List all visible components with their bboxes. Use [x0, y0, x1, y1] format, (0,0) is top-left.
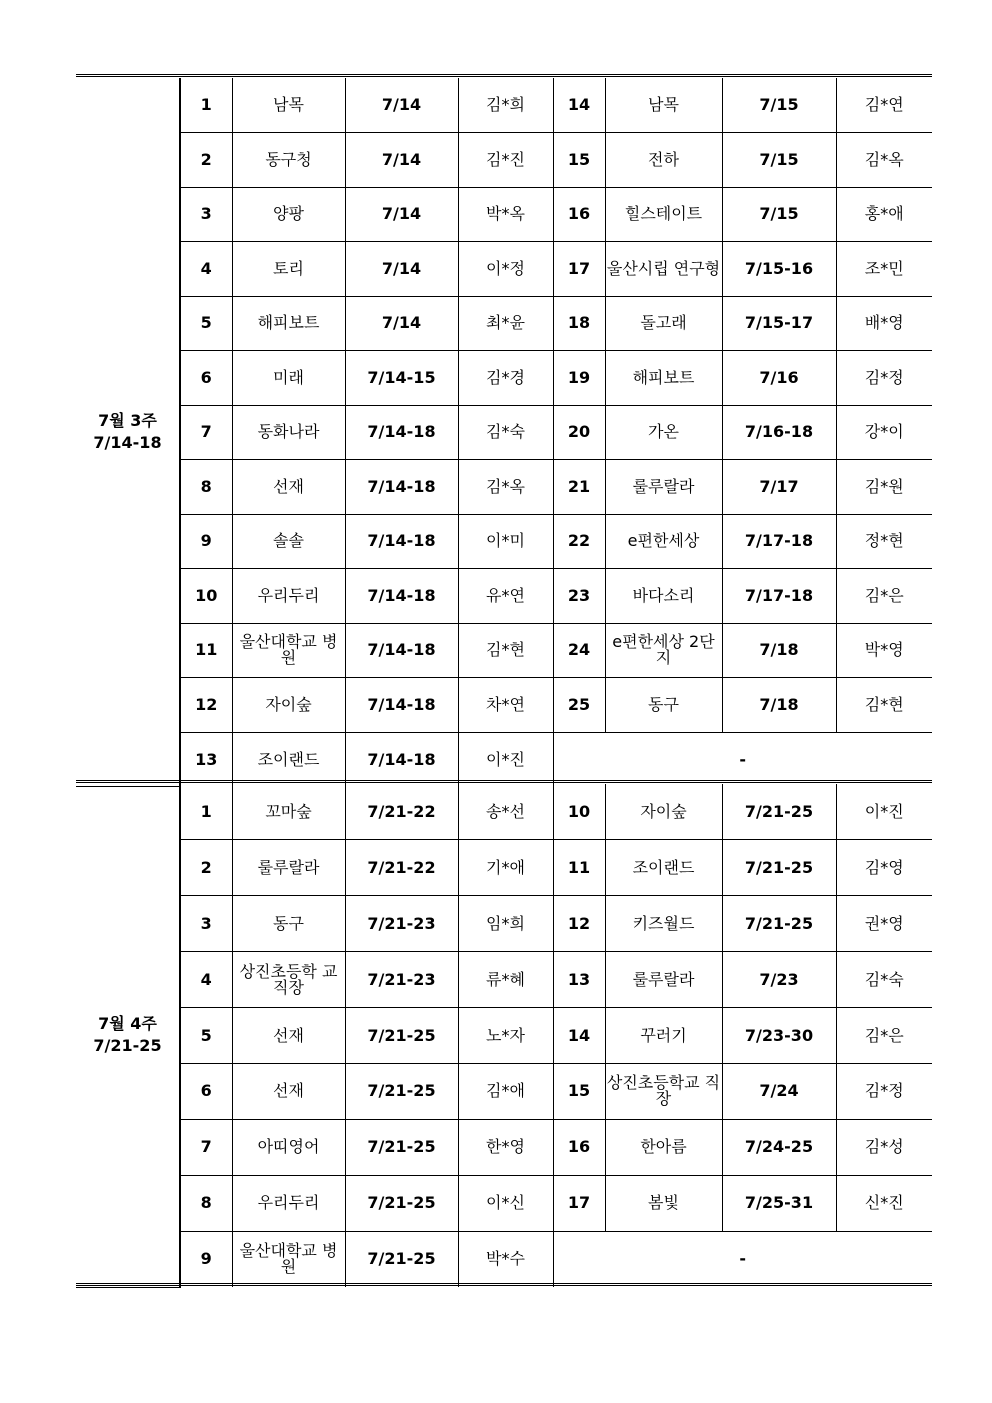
- entry-number: 13: [553, 952, 605, 1008]
- empty-cell: -: [553, 732, 932, 787]
- person-name: 신*진: [836, 1175, 932, 1231]
- facility-name: 상진초등학교 직장: [605, 1063, 722, 1119]
- table-row: [76, 1175, 932, 1231]
- entry-date: 7/16-18: [722, 405, 836, 460]
- entry-date: 7/21-22: [345, 840, 458, 896]
- entry-date: 7/15: [722, 78, 836, 133]
- entry-number: 9: [180, 1231, 232, 1287]
- facility-name: 꾸러기: [605, 1008, 722, 1064]
- person-name: 김*성: [836, 1119, 932, 1175]
- entry-date: 7/14: [345, 242, 458, 297]
- facility-name: 울산대학교 병원: [232, 1231, 345, 1287]
- person-name: 김*현: [458, 623, 553, 678]
- entry-number: 2: [180, 840, 232, 896]
- entry-date: 7/21-25: [722, 840, 836, 896]
- entry-number: 7: [180, 405, 232, 460]
- entry-date: 7/21-25: [722, 784, 836, 840]
- entry-date: 7/14-15: [345, 351, 458, 406]
- person-name: 유*연: [458, 569, 553, 624]
- person-name: 김*연: [836, 78, 932, 133]
- entry-date: 7/21-23: [345, 896, 458, 952]
- table-row: [76, 1063, 932, 1119]
- person-name: 임*희: [458, 896, 553, 952]
- bottom-rule: [76, 1283, 932, 1286]
- entry-date: 7/21-25: [345, 1175, 458, 1231]
- entry-number: 16: [553, 187, 605, 242]
- facility-name: 동화나라: [232, 405, 345, 460]
- week-label: 7월 3주: [98, 411, 157, 430]
- person-name: 최*윤: [458, 296, 553, 351]
- table-row: [76, 952, 932, 1008]
- entry-number: 11: [180, 623, 232, 678]
- table-row: [76, 623, 932, 678]
- person-name: 권*영: [836, 896, 932, 952]
- entry-date: 7/14-18: [345, 460, 458, 515]
- person-name: 강*이: [836, 405, 932, 460]
- entry-number: 6: [180, 351, 232, 406]
- entry-number: 2: [180, 133, 232, 188]
- entry-date: 7/23: [722, 952, 836, 1008]
- person-name: 김*숙: [836, 952, 932, 1008]
- week-3-table: [76, 78, 932, 787]
- facility-name: 돌고래: [605, 296, 722, 351]
- table-row: [76, 1231, 932, 1287]
- week-range: 7/14-18: [93, 433, 162, 452]
- entry-number: 4: [180, 952, 232, 1008]
- entry-number: 16: [553, 1119, 605, 1175]
- table-row: [76, 840, 932, 896]
- entry-date: 7/15-17: [722, 296, 836, 351]
- entry-number: 8: [180, 460, 232, 515]
- table-row: [76, 78, 932, 133]
- person-name: 배*영: [836, 296, 932, 351]
- facility-name: e편한세상 2단지: [605, 623, 722, 678]
- person-name: 박*수: [458, 1231, 553, 1287]
- entry-date: 7/21-25: [345, 1063, 458, 1119]
- facility-name: 울산시립 연구형: [605, 242, 722, 297]
- entry-date: 7/21-25: [722, 896, 836, 952]
- entry-number: 4: [180, 242, 232, 297]
- facility-name: 미래: [232, 351, 345, 406]
- facility-name: 양팡: [232, 187, 345, 242]
- table-row: [76, 242, 932, 297]
- entry-date: 7/21-22: [345, 784, 458, 840]
- week-4-schedule: [76, 784, 932, 1288]
- facility-name: 룰루랄라: [232, 840, 345, 896]
- person-name: 김*희: [458, 78, 553, 133]
- facility-name: 자이숲: [605, 784, 722, 840]
- person-name: 이*정: [458, 242, 553, 297]
- entry-date: 7/14: [345, 296, 458, 351]
- facility-name: 아띠영어: [232, 1119, 345, 1175]
- entry-date: 7/24: [722, 1063, 836, 1119]
- person-name: 이*신: [458, 1175, 553, 1231]
- entry-date: 7/17-18: [722, 514, 836, 569]
- entry-number: 19: [553, 351, 605, 406]
- facility-name: 한아름: [605, 1119, 722, 1175]
- table-row: [76, 460, 932, 515]
- entry-number: 17: [553, 1175, 605, 1231]
- facility-name: 해피보트: [232, 296, 345, 351]
- person-name: 김*영: [836, 840, 932, 896]
- person-name: 박*옥: [458, 187, 553, 242]
- person-name: 김*정: [836, 1063, 932, 1119]
- entry-date: 7/17: [722, 460, 836, 515]
- entry-number: 15: [553, 133, 605, 188]
- week-4-table: [76, 784, 932, 1288]
- entry-number: 17: [553, 242, 605, 297]
- facility-name: e편한세상: [605, 514, 722, 569]
- entry-number: 14: [553, 78, 605, 133]
- person-name: 김*애: [458, 1063, 553, 1119]
- entry-number: 5: [180, 296, 232, 351]
- person-name: 기*애: [458, 840, 553, 896]
- facility-name: 키즈월드: [605, 896, 722, 952]
- entry-number: 9: [180, 514, 232, 569]
- entry-date: 7/17-18: [722, 569, 836, 624]
- table-row: [76, 1008, 932, 1064]
- entry-number: 15: [553, 1063, 605, 1119]
- entry-number: 3: [180, 896, 232, 952]
- entry-number: 20: [553, 405, 605, 460]
- week-label: 7월 4주: [98, 1014, 157, 1034]
- facility-name: 선재: [232, 1008, 345, 1064]
- table-row: [76, 405, 932, 460]
- empty-cell: -: [553, 1231, 932, 1287]
- entry-date: 7/14-18: [345, 405, 458, 460]
- entry-date: 7/14-18: [345, 569, 458, 624]
- facility-name: 우리두리: [232, 569, 345, 624]
- entry-date: 7/21-23: [345, 952, 458, 1008]
- entry-date: 7/18: [722, 678, 836, 733]
- person-name: 이*진: [836, 784, 932, 840]
- entry-number: 14: [553, 1008, 605, 1064]
- entry-number: 24: [553, 623, 605, 678]
- person-name: 차*연: [458, 678, 553, 733]
- facility-name: 봄빛: [605, 1175, 722, 1231]
- week-label-cell: [76, 784, 180, 1287]
- table-row: [76, 678, 932, 733]
- table-row: [76, 896, 932, 952]
- top-rule: [76, 74, 932, 77]
- entry-date: 7/15: [722, 187, 836, 242]
- person-name: 김*은: [836, 569, 932, 624]
- person-name: 김*은: [836, 1008, 932, 1064]
- entry-date: 7/25-31: [722, 1175, 836, 1231]
- entry-date: 7/14-18: [345, 514, 458, 569]
- person-name: 박*영: [836, 623, 932, 678]
- entry-date: 7/18: [722, 623, 836, 678]
- person-name: 송*선: [458, 784, 553, 840]
- week-range: 7/21-25: [93, 1036, 162, 1056]
- middle-rule: [76, 780, 932, 783]
- table-row: [76, 784, 932, 840]
- entry-number: 25: [553, 678, 605, 733]
- facility-name: 해피보트: [605, 351, 722, 406]
- facility-name: 남목: [605, 78, 722, 133]
- facility-name: 전하: [605, 133, 722, 188]
- table-row: [76, 1119, 932, 1175]
- entry-number: 21: [553, 460, 605, 515]
- entry-number: 1: [180, 78, 232, 133]
- entry-number: 22: [553, 514, 605, 569]
- week-3-schedule: [76, 78, 932, 787]
- facility-name: 룰루랄라: [605, 952, 722, 1008]
- table-row: [76, 187, 932, 242]
- facility-name: 우리두리: [232, 1175, 345, 1231]
- facility-name: 토리: [232, 242, 345, 297]
- table-row: [76, 133, 932, 188]
- facility-name: 힐스테이트: [605, 187, 722, 242]
- table-row: [76, 569, 932, 624]
- entry-number: 8: [180, 1175, 232, 1231]
- entry-date: 7/16: [722, 351, 836, 406]
- entry-date: 7/14: [345, 187, 458, 242]
- entry-date: 7/14-18: [345, 623, 458, 678]
- entry-number: 23: [553, 569, 605, 624]
- entry-number: 10: [553, 784, 605, 840]
- entry-number: 5: [180, 1008, 232, 1064]
- facility-name: 동구청: [232, 133, 345, 188]
- person-name: 정*현: [836, 514, 932, 569]
- facility-name: 꼬마숲: [232, 784, 345, 840]
- person-name: 이*진: [458, 732, 553, 787]
- table-row: [76, 351, 932, 406]
- entry-date: 7/14: [345, 78, 458, 133]
- entry-date: 7/14-18: [345, 678, 458, 733]
- entry-number: 11: [553, 840, 605, 896]
- table-row: [76, 514, 932, 569]
- entry-number: 1: [180, 784, 232, 840]
- facility-name: 조이랜드: [232, 732, 345, 787]
- table-row: [76, 732, 932, 787]
- entry-number: 18: [553, 296, 605, 351]
- entry-number: 12: [180, 678, 232, 733]
- entry-date: 7/15: [722, 133, 836, 188]
- person-name: 김*현: [836, 678, 932, 733]
- entry-number: 10: [180, 569, 232, 624]
- facility-name: 자이숲: [232, 678, 345, 733]
- entry-number: 3: [180, 187, 232, 242]
- person-name: 김*원: [836, 460, 932, 515]
- facility-name: 울산대학교 병원: [232, 623, 345, 678]
- person-name: 김*옥: [458, 460, 553, 515]
- facility-name: 바다소리: [605, 569, 722, 624]
- person-name: 김*정: [836, 351, 932, 406]
- facility-name: 남목: [232, 78, 345, 133]
- entry-date: 7/21-25: [345, 1231, 458, 1287]
- facility-name: 상진초등학 교직장: [232, 952, 345, 1008]
- facility-name: 가온: [605, 405, 722, 460]
- facility-name: 선재: [232, 460, 345, 515]
- entry-number: 7: [180, 1119, 232, 1175]
- entry-date: 7/14-18: [345, 732, 458, 787]
- entry-date: 7/21-25: [345, 1119, 458, 1175]
- person-name: 노*자: [458, 1008, 553, 1064]
- entry-number: 12: [553, 896, 605, 952]
- person-name: 조*민: [836, 242, 932, 297]
- entry-date: 7/24-25: [722, 1119, 836, 1175]
- facility-name: 선재: [232, 1063, 345, 1119]
- entry-date: 7/14: [345, 133, 458, 188]
- person-name: 김*옥: [836, 133, 932, 188]
- person-name: 김*진: [458, 133, 553, 188]
- person-name: 김*숙: [458, 405, 553, 460]
- entry-date: 7/21-25: [345, 1008, 458, 1064]
- facility-name: 솔솔: [232, 514, 345, 569]
- facility-name: 룰루랄라: [605, 460, 722, 515]
- person-name: 한*영: [458, 1119, 553, 1175]
- facility-name: 동구: [605, 678, 722, 733]
- person-name: 김*경: [458, 351, 553, 406]
- week-label-cell: [76, 78, 180, 787]
- entry-number: 6: [180, 1063, 232, 1119]
- facility-name: 동구: [232, 896, 345, 952]
- entry-date: 7/15-16: [722, 242, 836, 297]
- person-name: 이*미: [458, 514, 553, 569]
- person-name: 류*혜: [458, 952, 553, 1008]
- person-name: 홍*애: [836, 187, 932, 242]
- facility-name: 조이랜드: [605, 840, 722, 896]
- entry-date: 7/23-30: [722, 1008, 836, 1064]
- table-row: [76, 296, 932, 351]
- entry-number: 13: [180, 732, 232, 787]
